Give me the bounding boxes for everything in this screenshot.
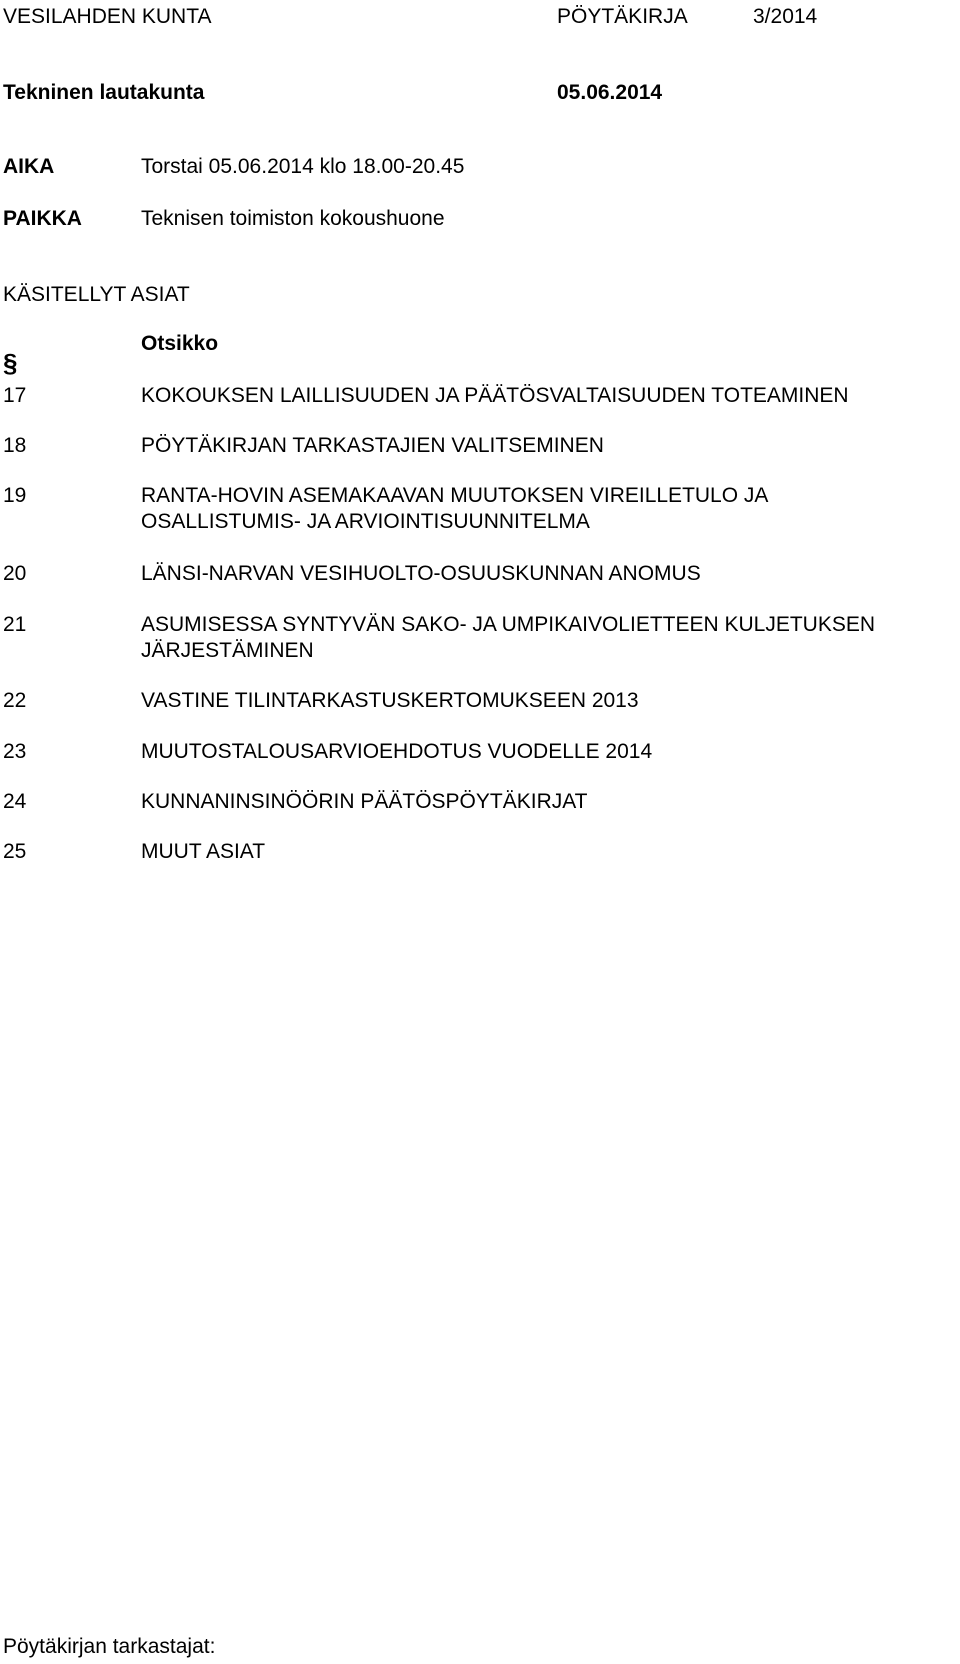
item-number: 19 xyxy=(3,484,27,507)
item-title: RANTA-HOVIN ASEMAKAAVAN MUUTOKSEN VIREILLETULO JA xyxy=(141,484,769,507)
item-number: 17 xyxy=(3,384,27,407)
item-number: 24 xyxy=(3,790,27,813)
column-heading: Otsikko xyxy=(141,332,219,355)
item-title: ASUMISESSA SYNTYVÄN SAKO- JA UMPIKAIVOLIETTEEN KULJETUKSEN xyxy=(141,613,876,636)
item-title: KOKOUKSEN LAILLISUUDEN JA PÄÄTÖSVALTAISUUDEN TOTEAMINEN xyxy=(141,384,849,407)
item-title: KUNNANINSINÖÖRIN PÄÄTÖSPÖYTÄKIRJAT xyxy=(141,790,588,813)
item-number: 22 xyxy=(3,689,27,712)
paikka-value: Teknisen toimiston kokoushuone xyxy=(141,207,445,230)
item-number: 20 xyxy=(3,562,27,585)
item-title: LÄNSI-NARVAN VESIHUOLTO-OSUUSKUNNAN ANOMUS xyxy=(141,562,701,585)
municipality-name: VESILAHDEN KUNTA xyxy=(3,5,212,28)
item-number: 18 xyxy=(3,434,27,457)
item-title: PÖYTÄKIRJAN TARKASTAJIEN VALITSEMINEN xyxy=(141,434,604,457)
paikka-label: PAIKKA xyxy=(3,207,82,230)
aika-value: Torstai 05.06.2014 klo 18.00-20.45 xyxy=(141,155,465,178)
item-title: MUUTOSTALOUSARVIOEHDOTUS VUODELLE 2014 xyxy=(141,740,653,763)
item-number: 23 xyxy=(3,740,27,763)
aika-label: AIKA xyxy=(3,155,55,178)
board-name: Tekninen lautakunta xyxy=(3,81,205,104)
signers-label: Pöytäkirjan tarkastajat: xyxy=(3,1635,216,1658)
item-number: 25 xyxy=(3,840,27,863)
meeting-date: 05.06.2014 xyxy=(557,81,663,104)
item-title: VASTINE TILINTARKASTUSKERTOMUKSEEN 2013 xyxy=(141,689,639,712)
item-title-continued: OSALLISTUMIS- JA ARVIOINTISUUNNITELMA xyxy=(141,510,590,533)
item-number: 21 xyxy=(3,613,27,636)
item-title-continued: JÄRJESTÄMINEN xyxy=(141,639,314,662)
section-symbol-icon: § xyxy=(3,348,18,378)
document-number: 3/2014 xyxy=(753,5,818,28)
section-title: KÄSITELLYT ASIAT xyxy=(3,283,190,306)
item-title: MUUT ASIAT xyxy=(141,840,266,863)
document-type: PÖYTÄKIRJA xyxy=(557,5,688,28)
